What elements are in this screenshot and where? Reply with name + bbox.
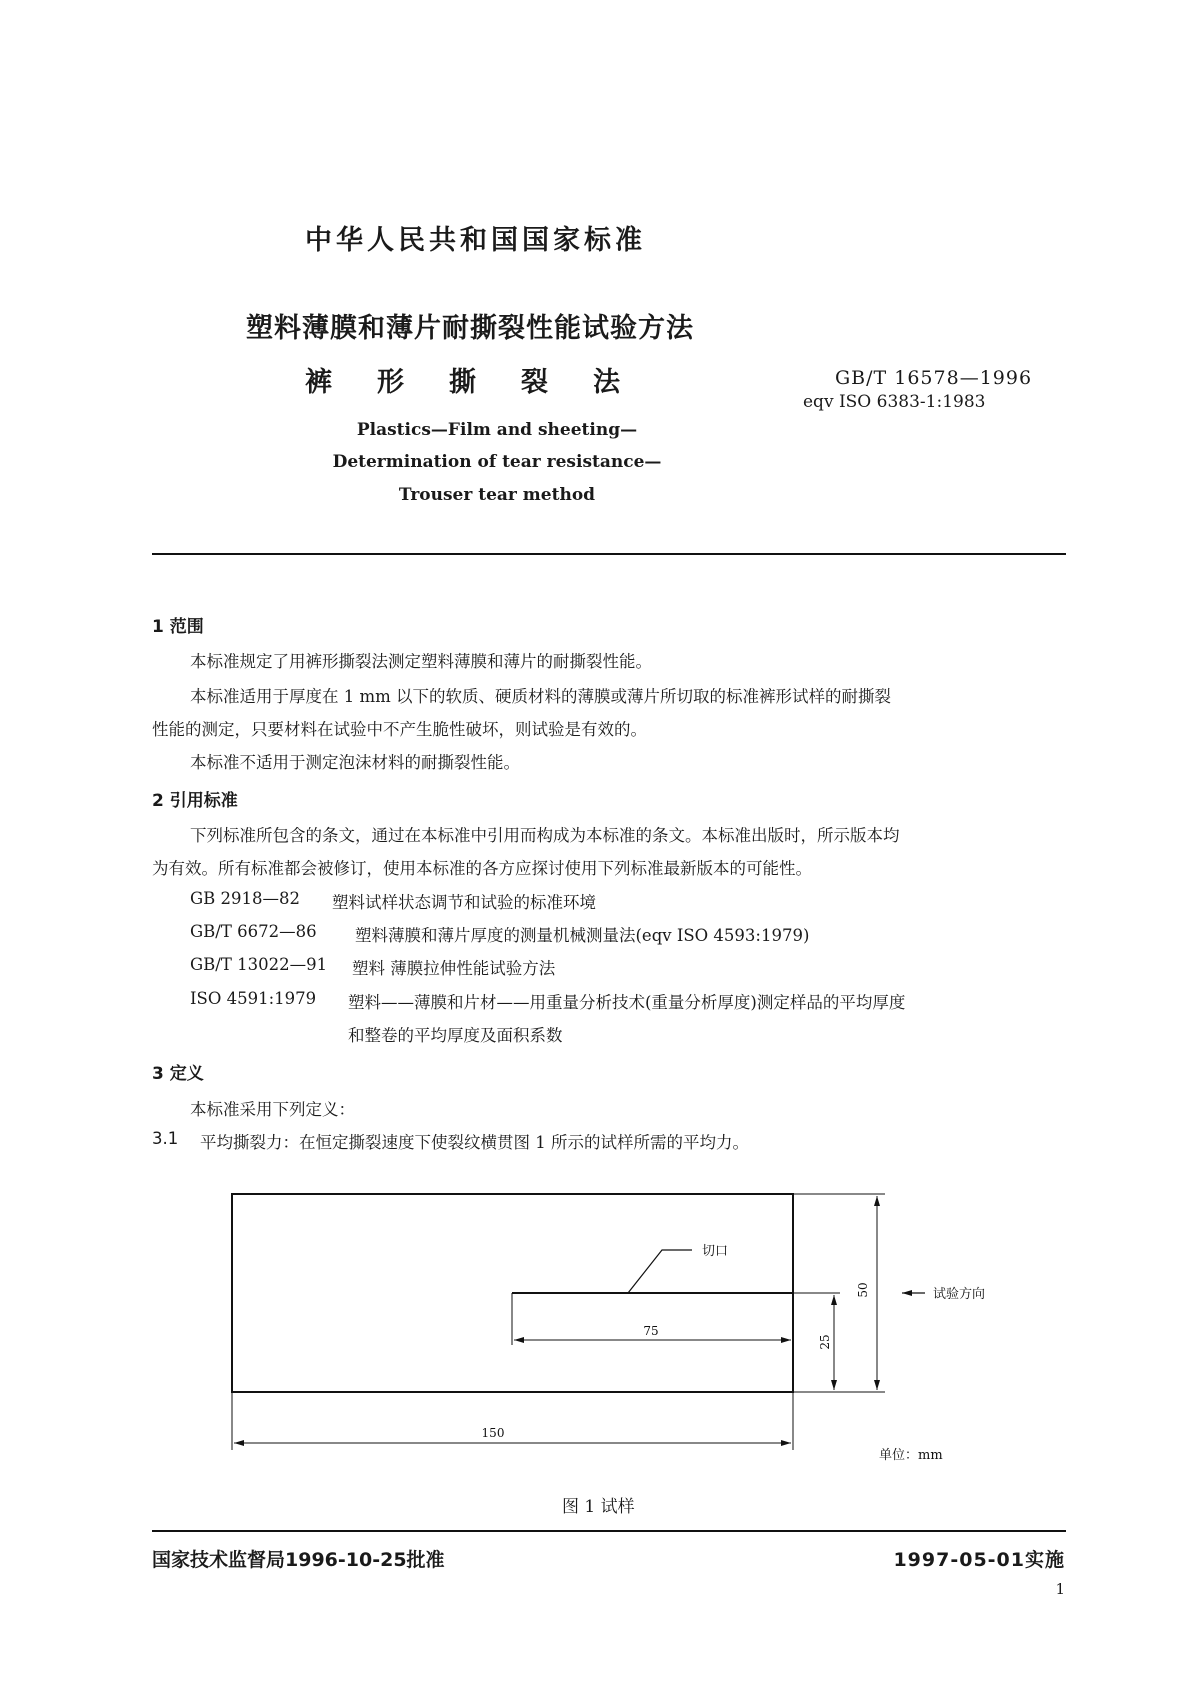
arrow-head — [514, 1337, 524, 1343]
english-title-line: Plastics—Film and sheeting— — [356, 420, 638, 440]
paragraph: 性能的测定，只要材料在试验中不产生脆性破坏，则试验是有效的。 — [152, 720, 647, 739]
definition-number: 3.1 — [152, 1129, 179, 1148]
cut-leader — [628, 1250, 692, 1293]
section-heading: 1 范围 — [152, 617, 204, 637]
figure-caption: 图 1 试样 — [562, 1497, 635, 1517]
reference-title: 塑料——薄膜和片材——用重量分析技术(重量分析厚度)测定样品的平均厚度 — [348, 993, 906, 1012]
national-standard-label: 中华人民共和国国家标准 — [305, 225, 646, 256]
standard-number: GB/T 16578—1996 — [835, 367, 1033, 389]
arrow-head — [831, 1295, 837, 1305]
reference-code: GB/T 13022—91 — [190, 955, 328, 974]
document-subtitle: 裤形撕裂法 — [305, 367, 665, 398]
reference-title: 塑料薄膜和薄片厚度的测量机械测量法(eqv ISO 4593:1979) — [355, 926, 810, 945]
document-title: 塑料薄膜和薄片耐撕裂性能试验方法 — [246, 313, 694, 344]
arrow-head — [831, 1380, 837, 1390]
english-title-line: Trouser tear method — [398, 485, 596, 505]
page-number: 1 — [1055, 1580, 1065, 1598]
dimension-text-75: 75 — [643, 1324, 659, 1338]
reference-code: GB 2918—82 — [190, 889, 301, 908]
cut-label: 切口 — [702, 1244, 729, 1259]
arrow-head — [874, 1196, 880, 1206]
dimension-text-50: 50 — [856, 1282, 870, 1298]
arrow-head — [874, 1380, 880, 1390]
paragraph: 本标准不适用于测定泡沫材料的耐撕裂性能。 — [190, 753, 520, 772]
reference-title: 塑料试样状态调节和试验的标准环境 — [332, 893, 596, 912]
arrow-head — [781, 1440, 791, 1446]
approval-note: 国家技术监督局1996-10-25批准 — [152, 1549, 445, 1571]
paragraph: 本标准规定了用裤形撕裂法测定塑料薄膜和薄片的耐撕裂性能。 — [190, 652, 652, 671]
reference-title: 塑料 薄膜拉伸性能试验方法 — [352, 959, 556, 978]
reference-code: GB/T 6672—86 — [190, 922, 317, 941]
english-title-line: Determination of tear resistance— — [332, 452, 662, 472]
section-heading: 3 定义 — [152, 1064, 204, 1084]
footer-divider — [152, 1530, 1066, 1532]
paragraph: 为有效。所有标准都会被修订，使用本标准的各方应探讨使用下列标准最新版本的可能性。 — [152, 859, 812, 878]
arrow-head — [234, 1440, 244, 1446]
reference-title-continued: 和整卷的平均厚度及面积系数 — [348, 1026, 563, 1045]
arrow-head — [781, 1337, 791, 1343]
paragraph: 下列标准所包含的条文，通过在本标准中引用而构成为本标准的条文。本标准出版时，所示版本均 — [190, 826, 900, 845]
unit-label: 单位：mm — [879, 1448, 943, 1463]
definition-text: 平均撕裂力：在恒定撕裂速度下使裂纹横贯图 1 所示的试样所需的平均力。 — [200, 1133, 749, 1152]
direction-arrow-head — [902, 1290, 912, 1296]
reference-code: ISO 4591:1979 — [190, 989, 317, 1008]
paragraph: 本标准采用下列定义： — [190, 1100, 355, 1119]
direction-label: 试验方向 — [933, 1287, 986, 1302]
section-heading: 2 引用标准 — [152, 791, 238, 811]
paragraph: 本标准适用于厚度在 1 mm 以下的软质、硬质材料的薄膜或薄片所切取的标准裤形试样的耐撕裂 — [190, 687, 892, 706]
dimension-text-150: 150 — [481, 1426, 505, 1440]
dimension-text-25: 25 — [818, 1334, 832, 1350]
standard-equivalence: eqv ISO 6383-1:1983 — [803, 392, 986, 412]
effective-date: 1997-05-01实施 — [893, 1549, 1065, 1571]
